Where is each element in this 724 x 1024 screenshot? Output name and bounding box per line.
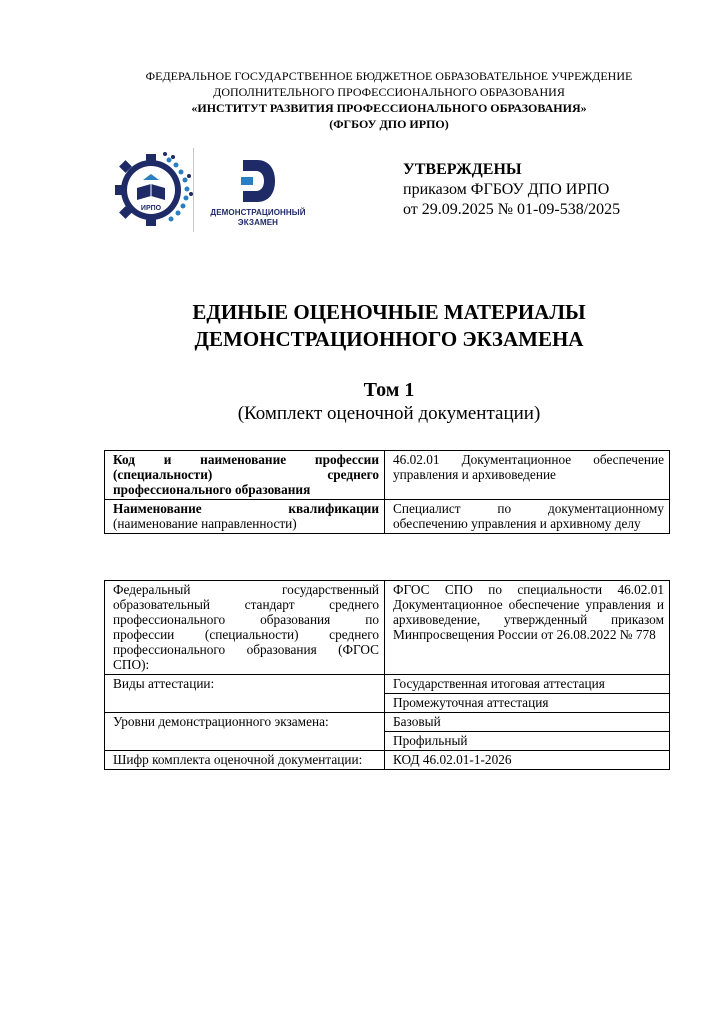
table-row [105, 751, 670, 770]
demo-exam-logo [203, 160, 313, 232]
volume-label: Том 1 [363, 379, 415, 401]
code-label: Шифр комплекта оценочной документации: [105, 751, 385, 770]
approval-block [403, 160, 620, 220]
organization-header [100, 68, 678, 132]
header-line-3: «ИНСТИТУТ РАЗВИТИЯ ПРОФЕССИОНАЛЬНОГО ОБРАЗОВАНИЯ» [191, 101, 587, 115]
qualification-value: Специалист по документационному обеспечению управления и архивному делу [385, 500, 670, 534]
profession-table [104, 450, 670, 534]
demo-exam-d-icon [241, 160, 275, 202]
page-title [100, 299, 678, 353]
approval-line-2: от 29.09.2025 № 01-09-538/2025 [403, 201, 621, 218]
levels-value-1: Базовый [385, 713, 670, 732]
attestation-value-2: Промежуточная аттестация [385, 694, 670, 713]
attestation-label: Виды аттестации: [105, 675, 385, 713]
standard-table [104, 580, 670, 770]
table-row [105, 581, 670, 675]
table-row [105, 500, 670, 534]
volume-subtitle: (Комплект оценочной документации) [237, 403, 541, 424]
title-line-2: ДЕМОНСТРАЦИОННОГО ЭКЗАМЕНА [194, 327, 584, 351]
code-value: КОД 46.02.01-1-2026 [385, 751, 670, 770]
title-line-1: ЕДИНЫЕ ОЦЕНОЧНЫЕ МАТЕРИАЛЫ [192, 300, 586, 324]
irpo-logo-text: ИРПО [140, 205, 162, 212]
irpo-logo-icon [113, 148, 193, 230]
logos-block [113, 148, 313, 236]
qualification-label: Наименование квалификации [113, 501, 380, 516]
fgos-value: ФГОС СПО по специальности 46.02.01 Документационное обеспечение управления и архивоведение, утвержденный приказом Минпросвещения России от 26.08.2022 № 778 [385, 581, 670, 675]
attestation-value-1: Государственная итоговая аттестация [385, 675, 670, 694]
header-line-4: (ФГБОУ ДПО ИРПО) [329, 117, 449, 131]
qualification-sublabel: (наименование направленности) [113, 516, 297, 531]
header-line-2: ДОПОЛНИТЕЛЬНОГО ПРОФЕССИОНАЛЬНОГО ОБРАЗОВАНИЯ [213, 85, 565, 99]
table-row [105, 675, 670, 694]
qualification-label-cell [105, 500, 385, 534]
table-row [105, 451, 670, 500]
profession-label: Код и наименование профессии (специальности) среднего профессионального образования [105, 451, 385, 500]
header-line-1: ФЕДЕРАЛЬНОЕ ГОСУДАРСТВЕННОЕ БЮДЖЕТНОЕ ОБРАЗОВАТЕЛЬНОЕ УЧРЕЖДЕНИЕ [145, 69, 633, 83]
table-row [105, 713, 670, 732]
approval-title: УТВЕРЖДЕНЫ [403, 161, 522, 178]
levels-value-2: Профильный [385, 732, 670, 751]
demo-exam-line-2: ЭКЗАМЕН [237, 218, 279, 227]
levels-label: Уровни демонстрационного экзамена: [105, 713, 385, 751]
logo-divider [193, 148, 194, 232]
fgos-label: Федеральный государственный образовательный стандарт среднего профессионального образования по профессии (специальности) среднего профессионального образования (ФГОС СПО): [105, 581, 385, 675]
approval-line-1: приказом ФГБОУ ДПО ИРПО [403, 181, 610, 198]
demo-exam-line-1: ДЕМОНСТРАЦИОННЫЙ [210, 208, 306, 217]
profession-value: 46.02.01 Документационное обеспечение управления и архивоведение [385, 451, 670, 500]
